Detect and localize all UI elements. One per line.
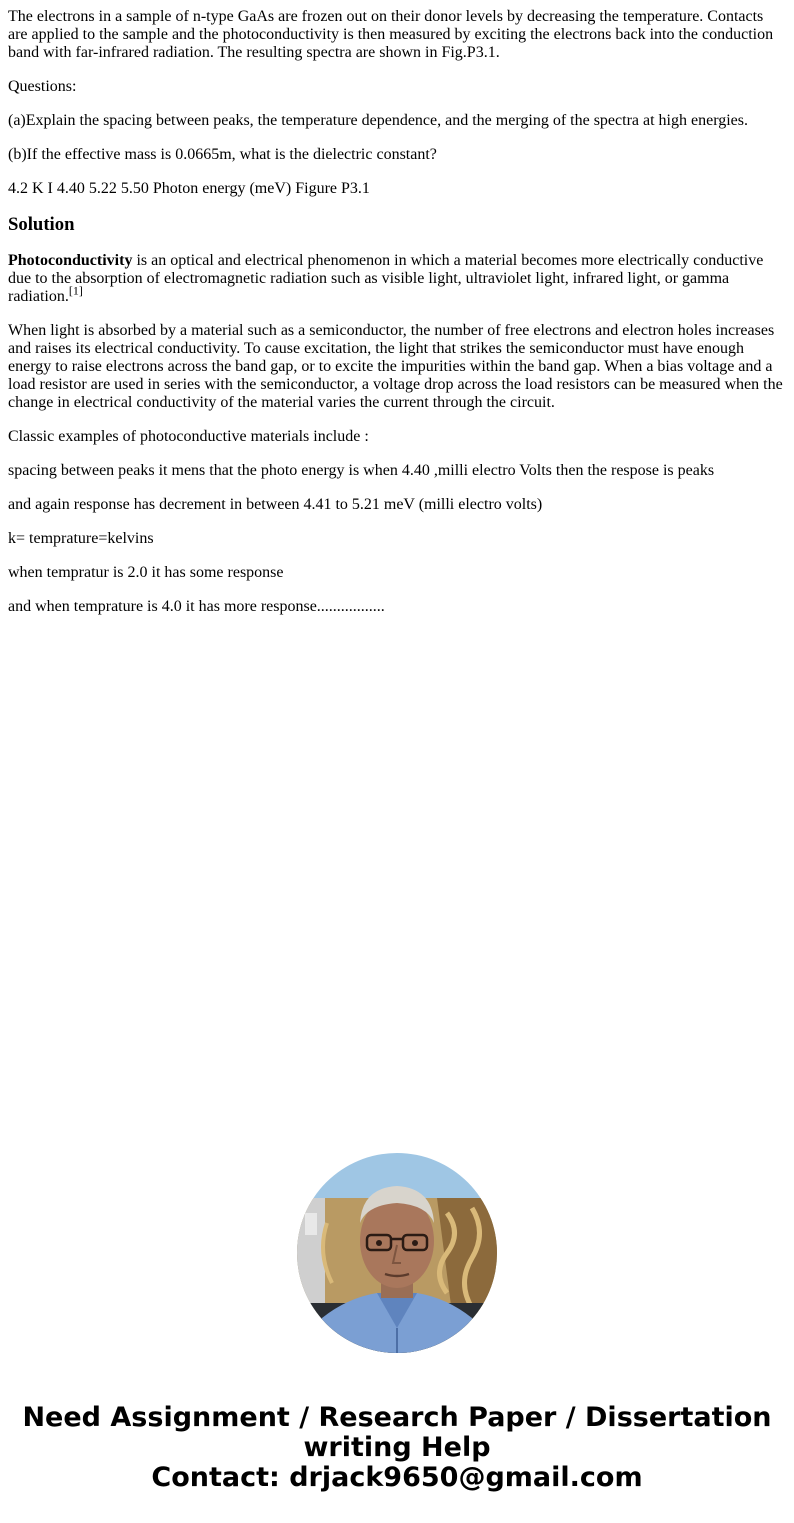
questions-label: Questions: bbox=[8, 78, 77, 95]
document-body bbox=[8, 8, 786, 632]
solution-paragraph-7: when tempratur is 2.0 it has some response bbox=[8, 564, 284, 581]
question-part-b: (b)If the effective mass is 0.0665m, what is the dielectric constant? bbox=[8, 146, 437, 163]
question-intro: The electrons in a sample of n-type GaAs are frozen out on their donor levels by decreasing the temperature. Contacts are applied to the sample and the photoconductivity is then measured by exciting the electrons back into the conduction band with far-infrared radiation. The resulting spectra are shown in Fig.P3.1. bbox=[8, 8, 774, 61]
solution-paragraph-3: Classic examples of photoconductive materials include : bbox=[8, 428, 369, 445]
term-photoconductivity: Photoconductivity bbox=[8, 252, 133, 269]
avatar bbox=[297, 1153, 497, 1353]
solution-paragraph-4: spacing between peaks it mens that the photo energy is when 4.40 ,milli electro Volts then the respose is peaks bbox=[8, 462, 715, 479]
promo-contact: Contact: drjack9650@gmail.com bbox=[151, 1462, 643, 1493]
solution-definition bbox=[8, 252, 786, 306]
tutor-portrait bbox=[297, 1153, 497, 1353]
solution-paragraph-5: and again response has decrement in between 4.41 to 5.21 meV (milli electro volts) bbox=[8, 496, 543, 513]
promo-banner bbox=[0, 1403, 794, 1493]
citation-link[interactable]: [1] bbox=[68, 283, 83, 298]
promo-line-1: Need Assignment / Research Paper / Dissertation bbox=[22, 1402, 772, 1433]
definition-text: is an optical and electrical phenomenon in which a material becomes more electrically conductive due to the absorption of electromagnetic radiation such as visible light, ultraviolet light, infrared light, or gamma radiation. bbox=[8, 252, 764, 305]
promo-line-2: writing Help bbox=[303, 1432, 491, 1463]
question-part-a: (a)Explain the spacing between peaks, the temperature dependence, and the merging of the spectra at high energies. bbox=[8, 112, 748, 129]
solution-paragraph-8: and when temprature is 4.0 it has more response................. bbox=[8, 598, 385, 615]
solution-paragraph-6: k= temprature=kelvins bbox=[8, 530, 154, 547]
solution-heading: Solution bbox=[8, 214, 75, 235]
solution-paragraph-2: When light is absorbed by a material such as a semiconductor, the number of free electrons and electron holes increases and raises its electrical conductivity. To cause excitation, the light that strikes the semiconductor must have enough energy to raise electrons across the band gap, or to excite the impurities within the band gap. When a bias voltage and a load resistor are used in series with the semiconductor, a voltage drop across the load resistors can be measured when the change in electrical conductivity of the material varies the current through the circuit. bbox=[8, 322, 783, 411]
figure-text: 4.2 K I 4.40 5.22 5.50 Photon energy (meV) Figure P3.1 bbox=[8, 180, 370, 197]
